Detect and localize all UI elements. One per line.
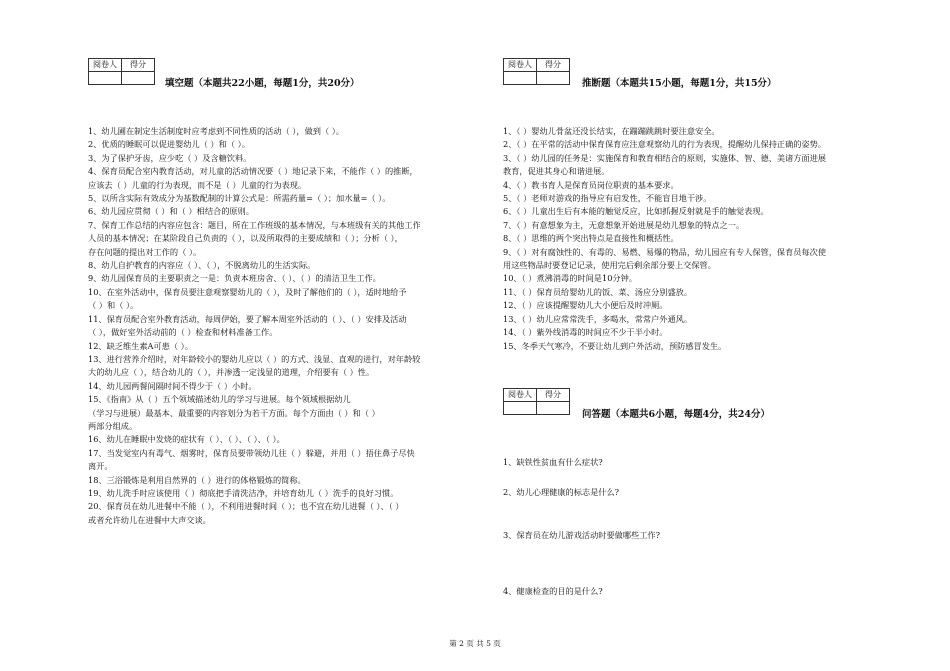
judgment-line: 2、（ ）在平常的活动中保育保育应注意观察幼儿的行为表现，提醒幼儿保持正确的姿势。 <box>503 139 827 150</box>
score-box-fill <box>88 58 155 85</box>
judgment-line: 12、（ ）应该提醒婴幼儿大小便后及时冲厕。 <box>503 300 668 311</box>
fill-blank-line: 两部分组成。 <box>88 420 138 431</box>
fill-blank-line: 或者允许幼儿在进餐中大声交谈。 <box>88 514 211 525</box>
fill-blank-line: 14、幼儿园两餐间隔时间不得少于（ ）小时。 <box>88 380 257 391</box>
judgment-line: 1、（ ）婴幼儿骨盆还没长结实，在蹦蹦跳跳时要注意安全。 <box>503 126 720 136</box>
fill-blank-questions <box>88 125 493 527</box>
fill-blank-line: （ ），做好室外活动前的（ ）检查和材料准备工作。 <box>88 327 278 338</box>
judgment-line: 用这些物品时要登记记录，使用完后剩余部分要上交保管。 <box>503 260 716 271</box>
fill-blank-line: 7、保育工作总结的内容应包含：题目，所在工作班级的基本情况，与本班级有关的其他工作 <box>88 219 421 230</box>
essay-question-4: 4、健康检查的目的是什么? <box>503 586 603 596</box>
page-footer: 第 2 页 共 5 页 <box>449 639 501 648</box>
score-box-judgment <box>503 58 570 85</box>
judgment-line: 14、（ ）紫外线消毒的时间应不少于半小时。 <box>503 327 668 338</box>
fill-blank-line: 10、在室外活动中，保育员要注意观察婴幼儿的（ ），及时了解他们的（ ），适时地给予 <box>88 286 407 297</box>
fill-blank-line: 4、保育员配合室内教育活动，对儿童的活动情况要（ ）地记录下来，不能作（ ）的推断， <box>88 166 418 177</box>
judgment-line: 3、（ ）幼儿园的任务是：实施保育和教育相结合的原则，实施体、智、德、美诸方面进展 <box>503 152 827 163</box>
score-label: 得分 <box>537 389 570 402</box>
score-cell[interactable] <box>537 72 570 85</box>
fill-blank-line: 1、幼儿圃在制定生活制度时应考虑到不同性质的活动（ ），做到（ ）。 <box>88 126 345 136</box>
fill-blank-line: 2、优质的睡眠可以促进婴幼儿（ ）和（ ）。 <box>88 139 250 150</box>
fill-blank-line: 人员的基本情况；在某阶段自己负责的（ ），以及所取得的主要成绩和（ ）；分析（ ）， <box>88 233 403 244</box>
fill-blank-line: 15、《指南》从（ ）五个领域描述幼儿的学习与进展。每个领域根据幼儿 <box>88 394 351 405</box>
fill-blank-line: 12、缺乏维生素A可患（ ）。 <box>88 340 193 351</box>
essay-title: 问答题（本题共6小题，每题4分，共24分） <box>582 409 770 420</box>
reviewer-label: 阅卷人 <box>504 389 537 402</box>
fill-blank-line: 16、幼儿在睡眠中发烧的症状有（ ）、（ ）、（ ）、（ ）。 <box>88 434 285 445</box>
score-cell[interactable] <box>537 402 570 415</box>
fill-blank-line: 18、三浴锻炼是利用自然界的（ ）进行的体格锻炼的简称。 <box>88 474 306 485</box>
fill-blank-line: 17、当发觉室内有毒气、烟雾时，保育员要带领幼儿往（ ）躲避，并用（ ）捂住鼻子尽快 <box>88 447 415 458</box>
fill-blank-line: 3、为了保护牙齿，应少吃（ ）及含糖饮料。 <box>88 152 252 163</box>
reviewer-cell[interactable] <box>89 72 122 85</box>
fill-blank-line: （ ）和（ ）。 <box>88 300 139 311</box>
fill-blank-line: 存在问题的提出对工作的（ ）。 <box>88 246 202 257</box>
score-cell[interactable] <box>122 72 155 85</box>
fill-blank-line: 9、幼儿园保育员的主要职责之一是：负责本班房舍、（ ）、（ ）的清洁卫生工作。 <box>88 273 381 284</box>
judgment-line: 7、（ ）有意想象为主，无意想象开始进展是幼儿想象的特点之一。 <box>503 219 745 230</box>
reviewer-label: 阅卷人 <box>504 59 537 72</box>
judgment-line: 8、（ ）思维的两个突出特点是直接性和概括性。 <box>503 233 679 244</box>
essay-question-3: 3、保育员在幼儿游戏活动时要做哪些工作? <box>503 530 660 540</box>
fill-blank-line: 5、以所含实际有效成分为基数配制的计算公式是：所需药量=（ ）；加水量=（ ）。 <box>88 193 391 204</box>
judgment-line: 15、冬季天气寒冷，不要让幼儿到户外活动，预防感冒发生。 <box>503 340 727 351</box>
judgment-line: 5、（ ）老师对游戏的指导应有启发性，不能盲目地干涉。 <box>503 193 712 204</box>
fill-blank-line: 6、幼儿园应贯彻（ ）和（ ）相结合的原则。 <box>88 206 254 217</box>
judgment-line: 9、（ ）对有腐蚀性的、有毒的、易燃、易爆的物品，幼儿园应有专人保管，保育员每次使 <box>503 246 827 257</box>
fill-blank-line: 应该去（ ）儿童的行为表现，而不是（ ）儿童的行为表现。 <box>88 179 307 190</box>
judgment-line: 13、（ ）幼儿应常常洗手，多喝水，常常户外通风。 <box>503 313 693 324</box>
judgment-title: 推断题（本题共15小题，每题1分，共15分） <box>582 78 777 89</box>
score-label: 得分 <box>122 59 155 72</box>
essay-question-2: 2、幼儿心理健康的标志是什么? <box>503 487 620 497</box>
essay-question-1: 1、缺铁性贫血有什么症状? <box>503 457 603 467</box>
fill-blank-title: 填空题（本题共22小题，每题1分，共20分） <box>165 78 360 89</box>
fill-blank-line: 13、进行营养介绍时，对年龄较小的婴幼儿应以（ ）的方式、浅显、直观的进行，对年龄较 <box>88 353 421 364</box>
score-box-essay <box>503 388 570 415</box>
reviewer-cell[interactable] <box>504 72 537 85</box>
judgment-line: 6、（ ）儿童出生后有本能的触觉反应，比如抓握反射就是手的触觉表现。 <box>503 206 769 217</box>
fill-blank-line: 20、保育员在幼儿进餐中不能（ ），不利用进餐时间（ ）；也不宜在幼儿进餐（ ）、（ ） <box>88 501 404 512</box>
fill-blank-line: 离开。 <box>88 461 113 472</box>
judgment-questions <box>503 125 893 353</box>
fill-blank-line: 大的幼儿应（ ），结合幼儿的（ ），并渗透一定浅显的道理，介绍要有（ ）性。 <box>88 367 375 378</box>
judgment-line: 10、（ ）煮沸消毒的时间是10分钟。 <box>503 273 637 284</box>
fill-blank-line: （学习与进展）最基本、最重要的内容划分为若干方面。每个方面由（ ）和（ ） <box>88 407 380 418</box>
reviewer-cell[interactable] <box>504 402 537 415</box>
fill-blank-line: 11、保育员配合室外教育活动，每周伊始，要了解本周室外活动的（ ）、（ ）安排及活动 <box>88 313 407 324</box>
judgment-line: 教育，促进其身心和谐进展。 <box>503 166 610 177</box>
judgment-line: 4、（ ）教书育人是保育员岗位职责的基本要求。 <box>503 179 679 190</box>
fill-blank-line: 8、幼儿自护教育的内容应（ ）、（ ），不脱离幼儿的生活实际。 <box>88 260 316 271</box>
fill-blank-line: 19、幼儿洗手时应该使用（ ）彻底把手清洗洁净，并培育幼儿（ ）洗手的良好习惯。 <box>88 487 399 498</box>
judgment-line: 11、（ ）保育员给婴幼儿的饭、菜、汤应分别盛放。 <box>503 286 693 297</box>
score-label: 得分 <box>537 59 570 72</box>
reviewer-label: 阅卷人 <box>89 59 122 72</box>
